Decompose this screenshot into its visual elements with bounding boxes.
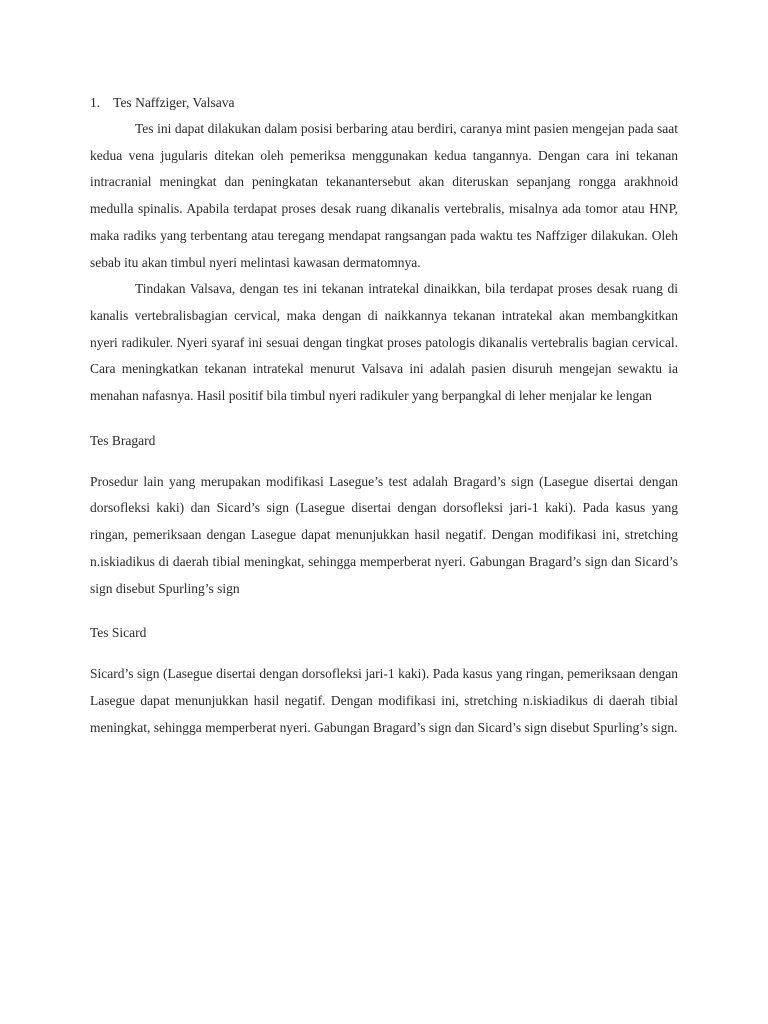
paragraph-valsava: Tindakan Valsava, dengan tes ini tekanan intratekal dinaikkan, bila terdapat proses desak ruang di kanalis vertebralisbagian cervical, maka dengan di naikkannya tekanan intratekal akan membangkitkan nyeri radikuler. Nyeri syaraf ini sesuai dengan tingkat proses patologis dikanalis vertebralis bagian cervical. Cara meningkatkan tekanan intratekal menurut Valsava ini adalah pasien disuruh mengejan sewaktu ia menahan nafasnya. Hasil positif bila timbul nyeri radikuler yang berpangkal di leher menjalar ke lengan bbox=[90, 281, 678, 404]
section-title-bragard: Tes Bragard bbox=[90, 432, 156, 448]
paragraph-sicard: Sicard’s sign (Lasegue disertai dengan dorsofleksi jari-1 kaki). Pada kasus yang ringan, pemeriksaan dengan Lasegue dapat menunjukkan hasil negatif. Dengan modifikasi ini, stretching n.iskiadikus di daerah tibial meningkat, sehingga memperberat nyeri. Gabungan Bragard’s sign dan Sicard’s sign disebut Spurling’s sign. bbox=[90, 666, 678, 735]
document-page bbox=[90, 90, 678, 741]
section-heading-naffziger bbox=[90, 90, 678, 116]
paragraph-naffziger: Tes ini dapat dilakukan dalam posisi berbaring atau berdiri, caranya mint pasien mengejan pada saat kedua vena jugularis ditekan oleh pemeriksa menggunakan kedua tangannya. Dengan cara ini tekanan intracranial meningkat dan peningkatan tekanantersebut akan diteruskan sepanjang rongga arakhnoid medulla spinalis. Apabila terdapat proses desak ruang dikanalis vertebralis, misalnya ada tomor atau HNP, maka radiks yang terbentang atau teregang mendapat rangsangan pada waktu tes Naffziger dilakukan. Oleh sebab itu akan timbul nyeri melintasi kawasan dermatomnya. bbox=[90, 121, 678, 270]
section-title-sicard: Tes Sicard bbox=[90, 625, 147, 641]
section-title: Tes Naffziger, Valsava bbox=[113, 95, 235, 110]
list-number: 1. bbox=[90, 95, 101, 110]
paragraph-bragard: Prosedur lain yang merupakan modifikasi Lasegue’s test adalah Bragard’s sign (Lasegue disertai dengan dorsofleksi kaki) dan Sicard’s sign (Lasegue disertai dengan dorsofleksi jari-1 kaki). Pada kasus yang ringan, pemeriksaan dengan Lasegue dapat menunjukkan hasil negatif. Dengan modifikasi ini, stretching n.iskiadikus di daerah tibial meningkat, sehingga memperberat nyeri. Gabungan Bragard’s sign dan Sicard’s sign disebut Spurling’s sign bbox=[90, 473, 678, 596]
